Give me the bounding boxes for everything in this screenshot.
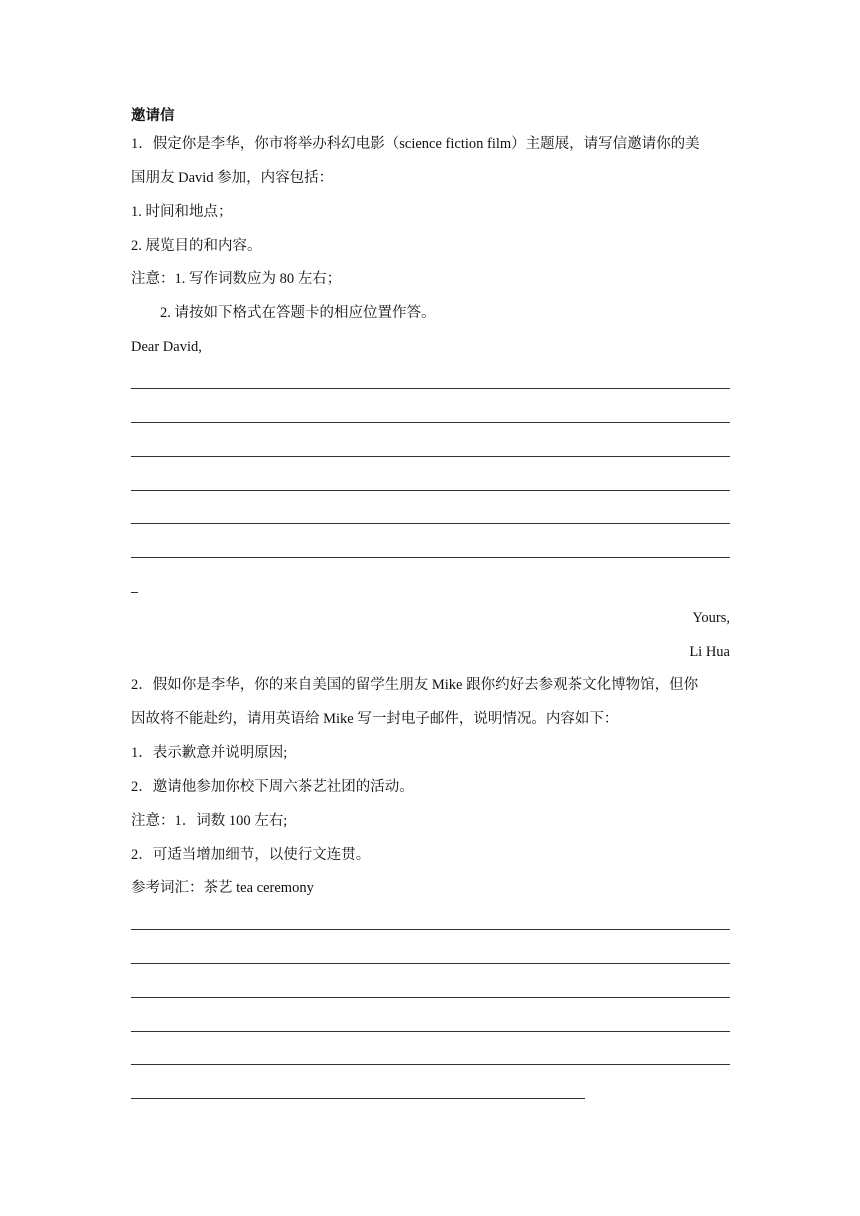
task2-vocab: 参考词汇：茶艺 tea ceremony — [131, 880, 314, 896]
answer-line[interactable] — [131, 997, 730, 998]
task2-prompt-line1: 2．假如你是李华，你的来自美国的留学生朋友 Mike 跟你约好去参观茶文化博物馆，但你 — [131, 677, 699, 693]
task1-prompt-line1: 1．假定你是李华，你市将举办科幻电影（science fiction film）主题展，请写信邀请你的美 — [131, 136, 700, 152]
answer-line[interactable] — [131, 1031, 730, 1032]
answer-line[interactable] — [131, 1064, 730, 1065]
task1-closing: Yours, — [692, 610, 730, 626]
task2-point2: 2．邀请他参加你校下周六茶艺社团的活动。 — [131, 779, 414, 795]
task1-note2: 2. 请按如下格式在答题卡的相应位置作答。 — [160, 305, 436, 321]
task1-signature: Li Hua — [689, 644, 730, 660]
answer-line[interactable] — [131, 963, 730, 964]
task1-point1: 1. 时间和地点； — [131, 204, 233, 220]
answer-line[interactable] — [131, 388, 730, 389]
answer-line[interactable] — [131, 490, 730, 491]
answer-line[interactable] — [131, 422, 730, 423]
document-title: 邀请信 — [131, 108, 175, 124]
task1-note1: 注意：1. 写作词数应为 80 左右； — [131, 271, 342, 287]
task2-note1: 注意：1．词数 100 左右; — [131, 813, 288, 829]
answer-line[interactable] — [131, 1098, 585, 1099]
task1-point2: 2. 展览目的和内容。 — [131, 238, 262, 254]
answer-line[interactable] — [131, 523, 730, 524]
answer-line[interactable] — [131, 557, 730, 558]
task2-note2: 2．可适当增加细节，以使行文连贯。 — [131, 847, 371, 863]
answer-line-end[interactable] — [131, 592, 138, 593]
task1-prompt-line2: 国朋友 David 参加，内容包括： — [131, 170, 334, 186]
task1-salutation: Dear David, — [131, 339, 202, 355]
task2-prompt-line2: 因故将不能赴约，请用英语给 Mike 写一封电子邮件，说明情况。内容如下： — [131, 711, 619, 727]
task2-point1: 1．表示歉意并说明原因; — [131, 745, 288, 761]
answer-line[interactable] — [131, 456, 730, 457]
answer-line[interactable] — [131, 929, 730, 930]
